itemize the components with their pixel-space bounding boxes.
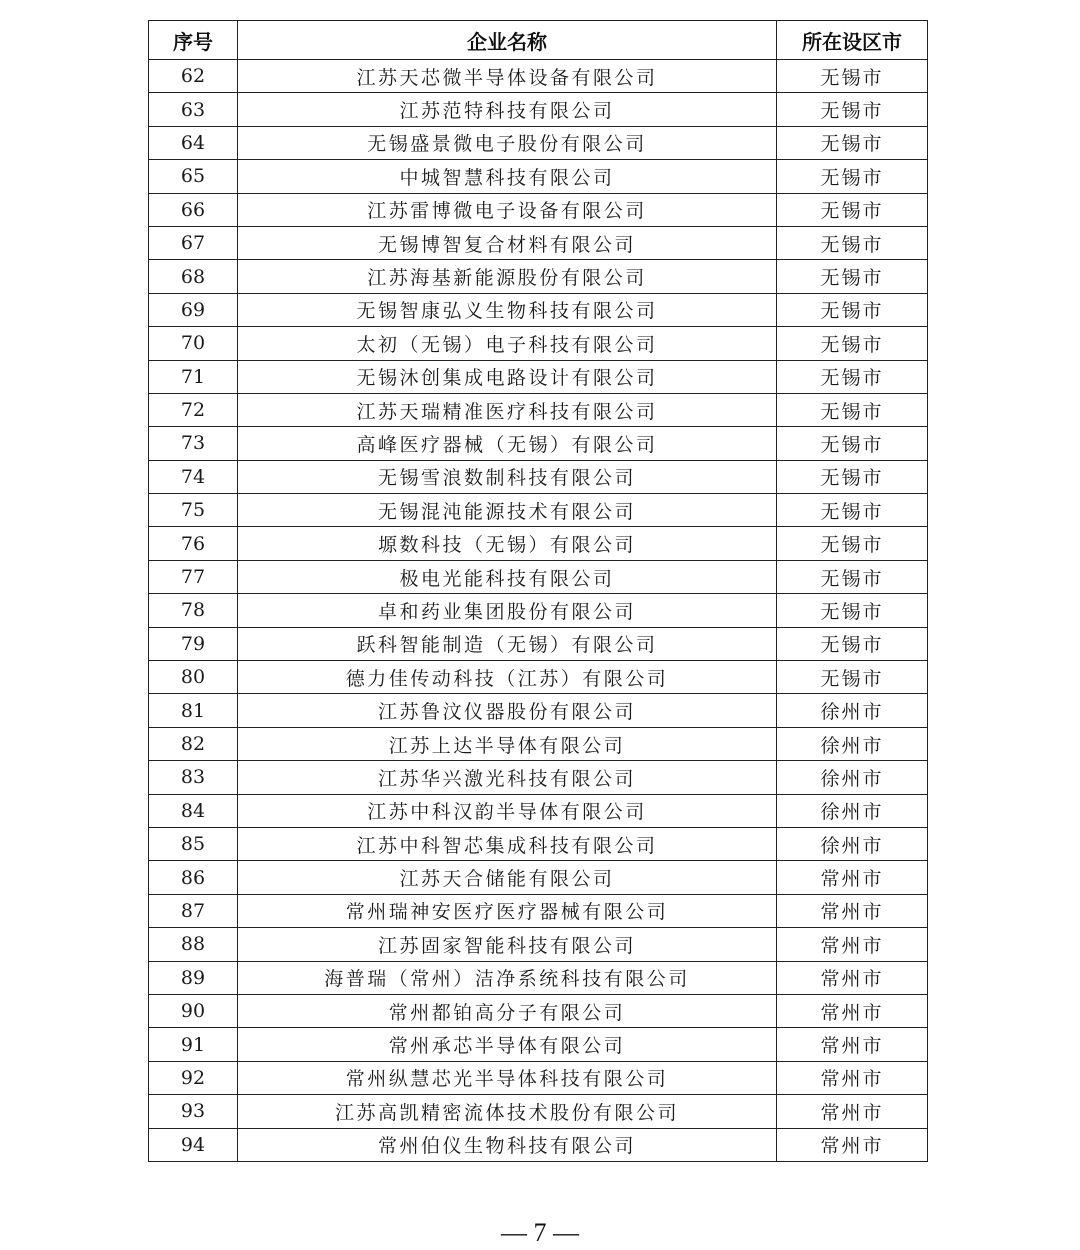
company-name-cell: 常州瑞神安医疗医疗器械有限公司 [238, 894, 777, 927]
city-cell: 徐州市 [777, 827, 928, 860]
serial-number-cell: 77 [149, 560, 238, 593]
city-cell: 无锡市 [777, 226, 928, 259]
serial-number-cell: 64 [149, 126, 238, 159]
table-body [149, 60, 928, 1162]
company-name-cell: 无锡雪浪数制科技有限公司 [238, 460, 777, 493]
table-row [149, 727, 928, 760]
table-row [149, 460, 928, 493]
city-cell: 常州市 [777, 994, 928, 1027]
table-row [149, 327, 928, 360]
company-name-cell: 跃科智能制造（无锡）有限公司 [238, 627, 777, 660]
header-serial-number: 序号 [149, 21, 238, 60]
table-row [149, 427, 928, 460]
table-row [149, 160, 928, 193]
company-name-cell: 江苏雷博微电子设备有限公司 [238, 193, 777, 226]
serial-number-cell: 65 [149, 160, 238, 193]
company-name-cell: 江苏鲁汶仪器股份有限公司 [238, 694, 777, 727]
table-row [149, 93, 928, 126]
city-cell: 无锡市 [777, 393, 928, 426]
company-name-cell: 无锡混沌能源技术有限公司 [238, 494, 777, 527]
serial-number-cell: 86 [149, 861, 238, 894]
serial-number-cell: 66 [149, 193, 238, 226]
company-name-cell: 海普瑞（常州）洁净系统科技有限公司 [238, 961, 777, 994]
table-row [149, 560, 928, 593]
company-name-cell: 德力佳传动科技（江苏）有限公司 [238, 661, 777, 694]
serial-number-cell: 81 [149, 694, 238, 727]
table-row [149, 961, 928, 994]
city-cell: 无锡市 [777, 494, 928, 527]
serial-number-cell: 76 [149, 527, 238, 560]
company-list-table [148, 20, 928, 1162]
city-cell: 常州市 [777, 928, 928, 961]
company-name-cell: 江苏天芯微半导体设备有限公司 [238, 60, 777, 93]
city-cell: 无锡市 [777, 126, 928, 159]
table-row [149, 260, 928, 293]
table-header-row [149, 21, 928, 60]
city-cell: 无锡市 [777, 360, 928, 393]
header-city: 所在设区市 [777, 21, 928, 60]
serial-number-cell: 69 [149, 293, 238, 326]
page-number: — 7 — [501, 1218, 579, 1247]
company-name-cell: 无锡智康弘义生物科技有限公司 [238, 293, 777, 326]
city-cell: 常州市 [777, 1061, 928, 1094]
company-name-cell: 常州纵慧芯光半导体科技有限公司 [238, 1061, 777, 1094]
table-row [149, 293, 928, 326]
serial-number-cell: 84 [149, 794, 238, 827]
table-row [149, 393, 928, 426]
city-cell: 无锡市 [777, 93, 928, 126]
city-cell: 徐州市 [777, 727, 928, 760]
company-name-cell: 江苏华兴激光科技有限公司 [238, 761, 777, 794]
serial-number-cell: 82 [149, 727, 238, 760]
table-row [149, 827, 928, 860]
table-row [149, 1128, 928, 1161]
city-cell: 无锡市 [777, 60, 928, 93]
company-name-cell: 江苏高凯精密流体技术股份有限公司 [238, 1095, 777, 1128]
company-name-cell: 江苏范特科技有限公司 [238, 93, 777, 126]
table-row [149, 494, 928, 527]
table-row [149, 694, 928, 727]
serial-number-cell: 73 [149, 427, 238, 460]
company-name-cell: 中城智慧科技有限公司 [238, 160, 777, 193]
city-cell: 徐州市 [777, 794, 928, 827]
city-cell: 无锡市 [777, 327, 928, 360]
serial-number-cell: 80 [149, 661, 238, 694]
city-cell: 无锡市 [777, 460, 928, 493]
company-name-cell: 无锡沐创集成电路设计有限公司 [238, 360, 777, 393]
table-row [149, 661, 928, 694]
table-row [149, 1095, 928, 1128]
serial-number-cell: 72 [149, 393, 238, 426]
city-cell: 常州市 [777, 861, 928, 894]
serial-number-cell: 92 [149, 1061, 238, 1094]
serial-number-cell: 89 [149, 961, 238, 994]
company-name-cell: 常州都铂高分子有限公司 [238, 994, 777, 1027]
city-cell: 常州市 [777, 894, 928, 927]
table-row [149, 1028, 928, 1061]
serial-number-cell: 62 [149, 60, 238, 93]
company-name-cell: 卓和药业集团股份有限公司 [238, 594, 777, 627]
company-name-cell: 高峰医疗器械（无锡）有限公司 [238, 427, 777, 460]
table-row [149, 861, 928, 894]
company-name-cell: 江苏中科汉韵半导体有限公司 [238, 794, 777, 827]
table-row [149, 226, 928, 259]
city-cell: 无锡市 [777, 427, 928, 460]
company-name-cell: 江苏上达半导体有限公司 [238, 727, 777, 760]
city-cell: 无锡市 [777, 260, 928, 293]
table-row [149, 627, 928, 660]
company-name-cell: 江苏中科智芯集成科技有限公司 [238, 827, 777, 860]
table-row [149, 193, 928, 226]
header-company-name: 企业名称 [238, 21, 777, 60]
company-name-cell: 江苏海基新能源股份有限公司 [238, 260, 777, 293]
serial-number-cell: 91 [149, 1028, 238, 1061]
serial-number-cell: 68 [149, 260, 238, 293]
city-cell: 徐州市 [777, 694, 928, 727]
company-name-cell: 江苏固家智能科技有限公司 [238, 928, 777, 961]
table-row [149, 527, 928, 560]
city-cell: 无锡市 [777, 627, 928, 660]
company-name-cell: 太初（无锡）电子科技有限公司 [238, 327, 777, 360]
city-cell: 常州市 [777, 1095, 928, 1128]
company-name-cell: 常州伯仪生物科技有限公司 [238, 1128, 777, 1161]
serial-number-cell: 78 [149, 594, 238, 627]
serial-number-cell: 90 [149, 994, 238, 1027]
city-cell: 常州市 [777, 961, 928, 994]
city-cell: 常州市 [777, 1028, 928, 1061]
city-cell: 常州市 [777, 1128, 928, 1161]
serial-number-cell: 87 [149, 894, 238, 927]
serial-number-cell: 79 [149, 627, 238, 660]
company-name-cell: 无锡博智复合材料有限公司 [238, 226, 777, 259]
city-cell: 无锡市 [777, 193, 928, 226]
company-name-cell: 江苏天合储能有限公司 [238, 861, 777, 894]
serial-number-cell: 94 [149, 1128, 238, 1161]
company-name-cell: 塬数科技（无锡）有限公司 [238, 527, 777, 560]
table-row [149, 794, 928, 827]
city-cell: 无锡市 [777, 160, 928, 193]
table-row [149, 126, 928, 159]
city-cell: 无锡市 [777, 560, 928, 593]
city-cell: 徐州市 [777, 761, 928, 794]
table-row [149, 928, 928, 961]
table-row [149, 594, 928, 627]
table-row [149, 894, 928, 927]
company-name-cell: 极电光能科技有限公司 [238, 560, 777, 593]
city-cell: 无锡市 [777, 527, 928, 560]
serial-number-cell: 93 [149, 1095, 238, 1128]
serial-number-cell: 67 [149, 226, 238, 259]
city-cell: 无锡市 [777, 293, 928, 326]
table-row [149, 1061, 928, 1094]
table-row [149, 994, 928, 1027]
city-cell: 无锡市 [777, 661, 928, 694]
company-name-cell: 常州承芯半导体有限公司 [238, 1028, 777, 1061]
serial-number-cell: 74 [149, 460, 238, 493]
table-row [149, 60, 928, 93]
table-row [149, 360, 928, 393]
serial-number-cell: 63 [149, 93, 238, 126]
serial-number-cell: 83 [149, 761, 238, 794]
company-name-cell: 江苏天瑞精准医疗科技有限公司 [238, 393, 777, 426]
serial-number-cell: 85 [149, 827, 238, 860]
serial-number-cell: 71 [149, 360, 238, 393]
serial-number-cell: 70 [149, 327, 238, 360]
city-cell: 无锡市 [777, 594, 928, 627]
serial-number-cell: 88 [149, 928, 238, 961]
company-name-cell: 无锡盛景微电子股份有限公司 [238, 126, 777, 159]
serial-number-cell: 75 [149, 494, 238, 527]
table-row [149, 761, 928, 794]
